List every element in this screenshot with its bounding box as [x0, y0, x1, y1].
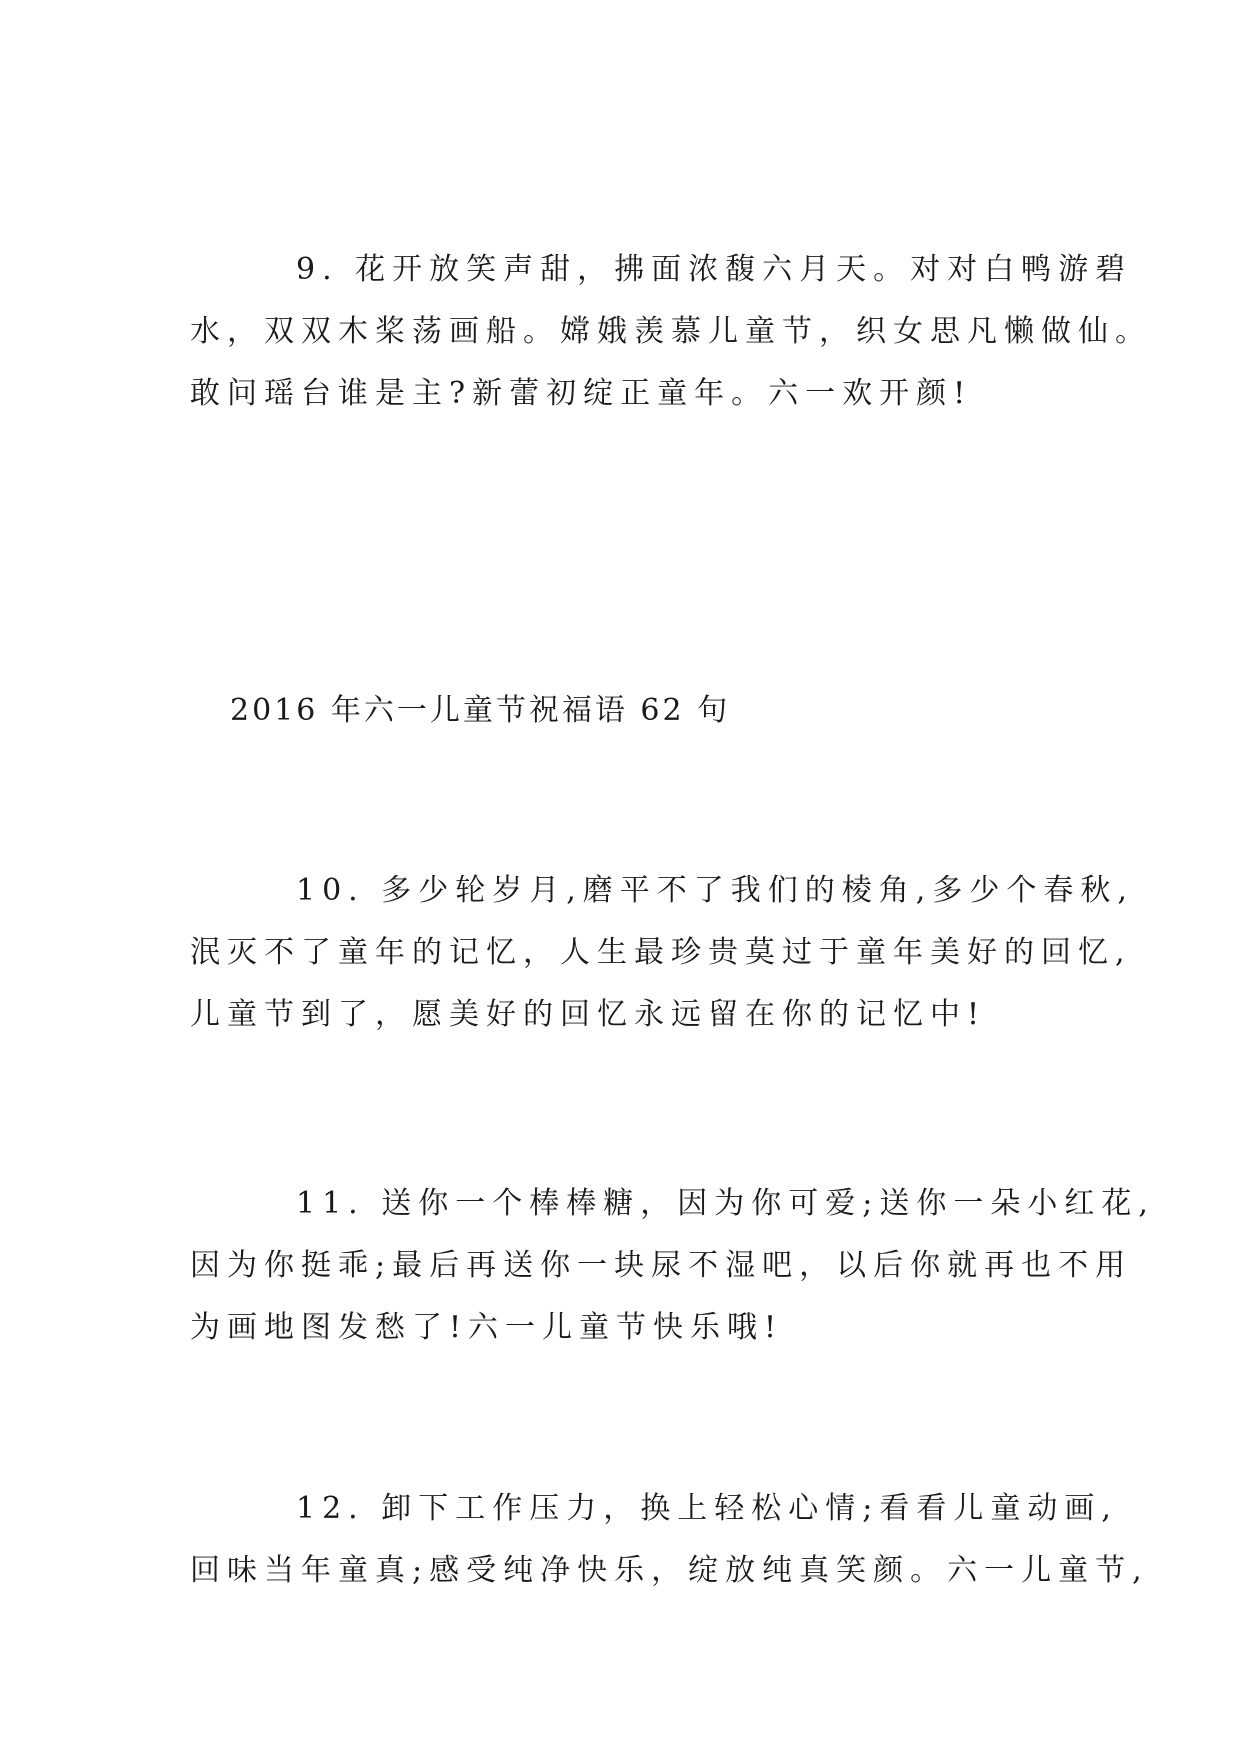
- paragraph-line: 10. 多少轮岁月,磨平不了我们的棱角,多少个春秋,: [296, 873, 1134, 908]
- paragraph-9: [190, 239, 1152, 425]
- paragraph-line: 儿童节到了，愿美好的回忆永远留在你的记忆中!: [190, 997, 987, 1032]
- paragraph-line: 9. 花开放笑声甜，拂面浓馥六月天。对对白鸭游碧: [296, 252, 1133, 287]
- section-heading: 2016 年六一儿童节祝福语 62 句: [230, 693, 731, 728]
- paragraph-line: 敢问瑶台谁是主?新蕾初绽正童年。六一欢开颜!: [190, 376, 973, 411]
- paragraph-line: 泯灭不了童年的记忆，人生最珍贵莫过于童年美好的回忆,: [190, 935, 1132, 970]
- paragraph-12: [190, 1478, 1149, 1602]
- paragraph-line: 12. 卸下工作压力，换上轻松心情;看看儿童动画,: [296, 1491, 1118, 1526]
- paragraph-line: 为画地图发愁了!六一儿童节快乐哦!: [190, 1310, 784, 1345]
- paragraph-line: 回味当年童真;感受纯净快乐，绽放纯真笑颜。六一儿童节,: [190, 1553, 1149, 1588]
- paragraph-line: 11. 送你一个棒棒糖，因为你可爱;送你一朵小红花,: [296, 1186, 1155, 1221]
- paragraph-10: [190, 860, 1134, 1046]
- paragraph-line: 水，双双木桨荡画船。嫦娥羡慕儿童节，织女思凡懒做仙。: [190, 314, 1152, 349]
- paragraph-11: [190, 1173, 1155, 1359]
- paragraph-line: 因为你挺乖;最后再送你一块尿不湿吧，以后你就再也不用: [190, 1248, 1133, 1283]
